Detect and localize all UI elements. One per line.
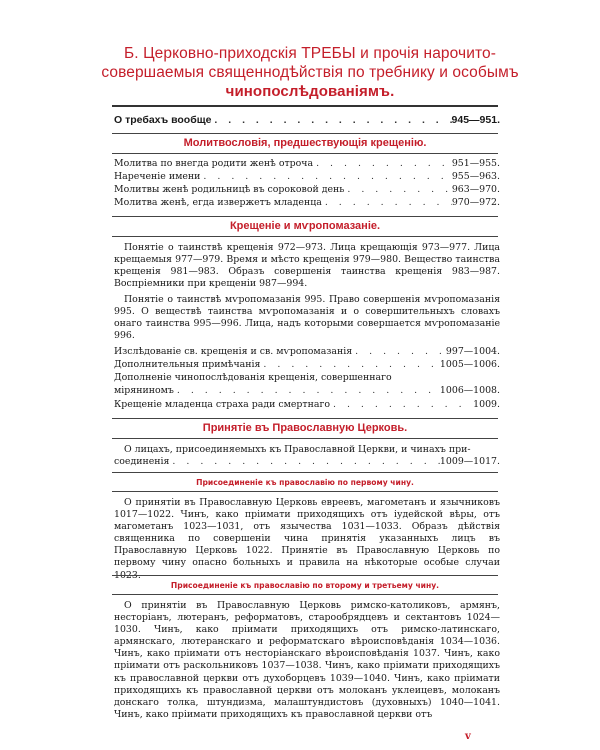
section-rule: [112, 153, 498, 154]
toc-pages: 970—972.: [451, 197, 500, 208]
toc-label: О требахъ вообще: [114, 114, 212, 126]
leader-dots: [322, 197, 452, 209]
leader-dots: [169, 456, 440, 468]
toc-pages: 997—1004.: [445, 346, 500, 357]
toc-pages: 951—955.: [451, 158, 500, 169]
toc-label: Нареченіе имени: [114, 171, 201, 182]
leader-dots: [344, 184, 451, 196]
title-line-2: совершаемыя священнодѣйствія по требнику и особымъ: [101, 64, 519, 81]
toc-label: соединенія: [114, 456, 170, 467]
paragraph-reception-intro: [114, 444, 500, 456]
subsection-heading-second-rite: Присоединеніе къ православію по второму и третьему чину.: [170, 581, 440, 590]
section-heading-reception: Принятіе въ Православную Церковь.: [202, 422, 408, 434]
toc-entry: [114, 385, 500, 397]
toc-pages: 963—970.: [451, 184, 500, 195]
title-line-3: чинопослѣдованіямъ.: [225, 83, 395, 100]
toc-entry: [114, 197, 500, 209]
subsection-heading-first-rite: Присоединеніе къ православію по первому чину.: [196, 478, 414, 487]
toc-label: Молитва женѣ, егда извержетъ младенца: [114, 197, 322, 208]
leader-dots: [330, 399, 473, 411]
toc-entry-main: [114, 114, 500, 126]
toc-label: міряниномъ: [114, 385, 174, 396]
section-rule: [112, 594, 498, 595]
leader-dots: [211, 114, 451, 126]
section-rule: [112, 438, 498, 439]
toc-entry: [114, 184, 500, 196]
paragraph-baptism: [114, 242, 500, 290]
section-rule: [112, 133, 498, 134]
section-rule: [112, 216, 498, 217]
paragraph-chrismation: [114, 294, 500, 342]
section-rule: [112, 418, 498, 419]
section-rule: [112, 491, 498, 492]
toc-entry: [114, 456, 500, 468]
toc-entry: [114, 359, 500, 371]
leader-dots: [200, 171, 451, 183]
toc-pages: 955—963.: [451, 171, 500, 182]
toc-pages: 1009.: [473, 399, 500, 410]
toc-entry: [114, 346, 500, 358]
leader-dots: [260, 359, 440, 371]
leader-dots: [313, 158, 452, 170]
paragraph-first-rite: [114, 497, 500, 582]
leader-dots: [352, 346, 446, 358]
paragraph-text: Понятіе о таинствѣ крещенія 972—973. Лица крещающія 973—977. Лица крещаемыя 977—979. Время и мѣсто крещенія 979—980. Вещество таинства крещенія 981—983. Образъ совершенія таинства крещенія 983—987. Воспріемники при крещеніи 987—994.: [114, 242, 500, 290]
toc-pages: 945—951.: [451, 114, 500, 126]
signature-mark: v: [465, 731, 471, 742]
paragraph-second-rite: [114, 600, 500, 721]
paragraph-text: О принятіи въ Православную Церковь римско-католиковъ, армянъ, несторіанъ, лютеранъ, реформатовъ, старообрядцевъ и сектантовъ 1024—1030. Чинъ, како пріимати приходящихъ отъ римско-латинскаго, армянскаго, лютеранскаго и реформатскаго вѣроисповѣданія 1034—1036. Чинъ, како пріимати отъ несторіанскаго вѣроисповѣданія 1037. Чинъ, како пріимати отъ раскольниковъ 1037—1038. Чинъ, како пріимати приходящихъ къ православной церкви отъ духоборцевъ 1039—1040. Чинъ, како пріимати приходящихъ къ православной церкви отъ молоканъ уклеицевъ, молоканъ донскаго толка, штундизма, малаштундистовъ (духовныхъ) 1040—1041. Чинъ, како пріимати приходящихъ къ православной церкви отъ: [114, 600, 500, 720]
title-line-1: Б. Церковно-приходскія ТРЕБЫ и прочія нарочито-: [124, 45, 496, 62]
toc-label: Дополненіе чинопослѣдованія крещенія, совершеннаго: [114, 372, 392, 383]
toc-entry: [114, 171, 500, 183]
toc-entry: [114, 399, 500, 411]
toc-pages: 1009—1017.: [439, 456, 500, 467]
toc-label: Крещеніе младенца страха ради смертнаго: [114, 399, 330, 410]
toc-entry: [114, 372, 500, 384]
toc-label: Молитва по внегда родити женѣ отроча: [114, 158, 314, 169]
page-title: [100, 44, 520, 101]
toc-label: Изслѣдованіе св. крещенія и св. мѵропомазанія: [114, 346, 353, 357]
section-rule: [112, 236, 498, 237]
title-rule: [112, 105, 498, 107]
toc-label: Дополнительныя примѣчанія: [114, 359, 261, 370]
paragraph-text: О лицахъ, присоединяемыхъ къ Православной Церкви, и чинахъ при-: [124, 444, 471, 455]
section-heading-baptism: Крещеніе и мѵропомазаніе.: [229, 220, 381, 232]
leader-dots: [174, 385, 440, 397]
paragraph-text: О принятіи въ Православную Церковь евреевъ, магометанъ и язычниковъ 1017—1022. Чинъ, како пріимати приходящихъ отъ іудейской вѣры, отъ магометанъ 1023—1031, отъ язычества 1031—1033. Образъ дѣйствія священника по совершеніи чина принятія указанныхъ лицъ въ Православную Церковь 1022. Принятіе въ Православную Церковь по первому чину опасно больныхъ и правила на нѣкоторые особые случаи 1023.: [114, 497, 500, 581]
section-rule: [112, 575, 498, 576]
toc-label: Молитвы женѣ родильницѣ въ сороковой день: [114, 184, 345, 195]
paragraph-text: Понятіе о таинствѣ мѵропомазанія 995. Право совершенія мѵропомазанія 995. О веществѣ таинства мѵропомазанія и о совершительныхъ словахъ онаго таинства 995—996. Лица, надъ которыми совершается мѵропомазаніе 996.: [114, 294, 500, 342]
toc-pages: 1005—1006.: [439, 359, 500, 370]
section-rule: [112, 472, 498, 473]
section-heading-prayers: Молитвословія, предшествующія крещенію.: [183, 137, 427, 149]
toc-entry: [114, 158, 500, 170]
toc-pages: 1006—1008.: [439, 385, 500, 396]
